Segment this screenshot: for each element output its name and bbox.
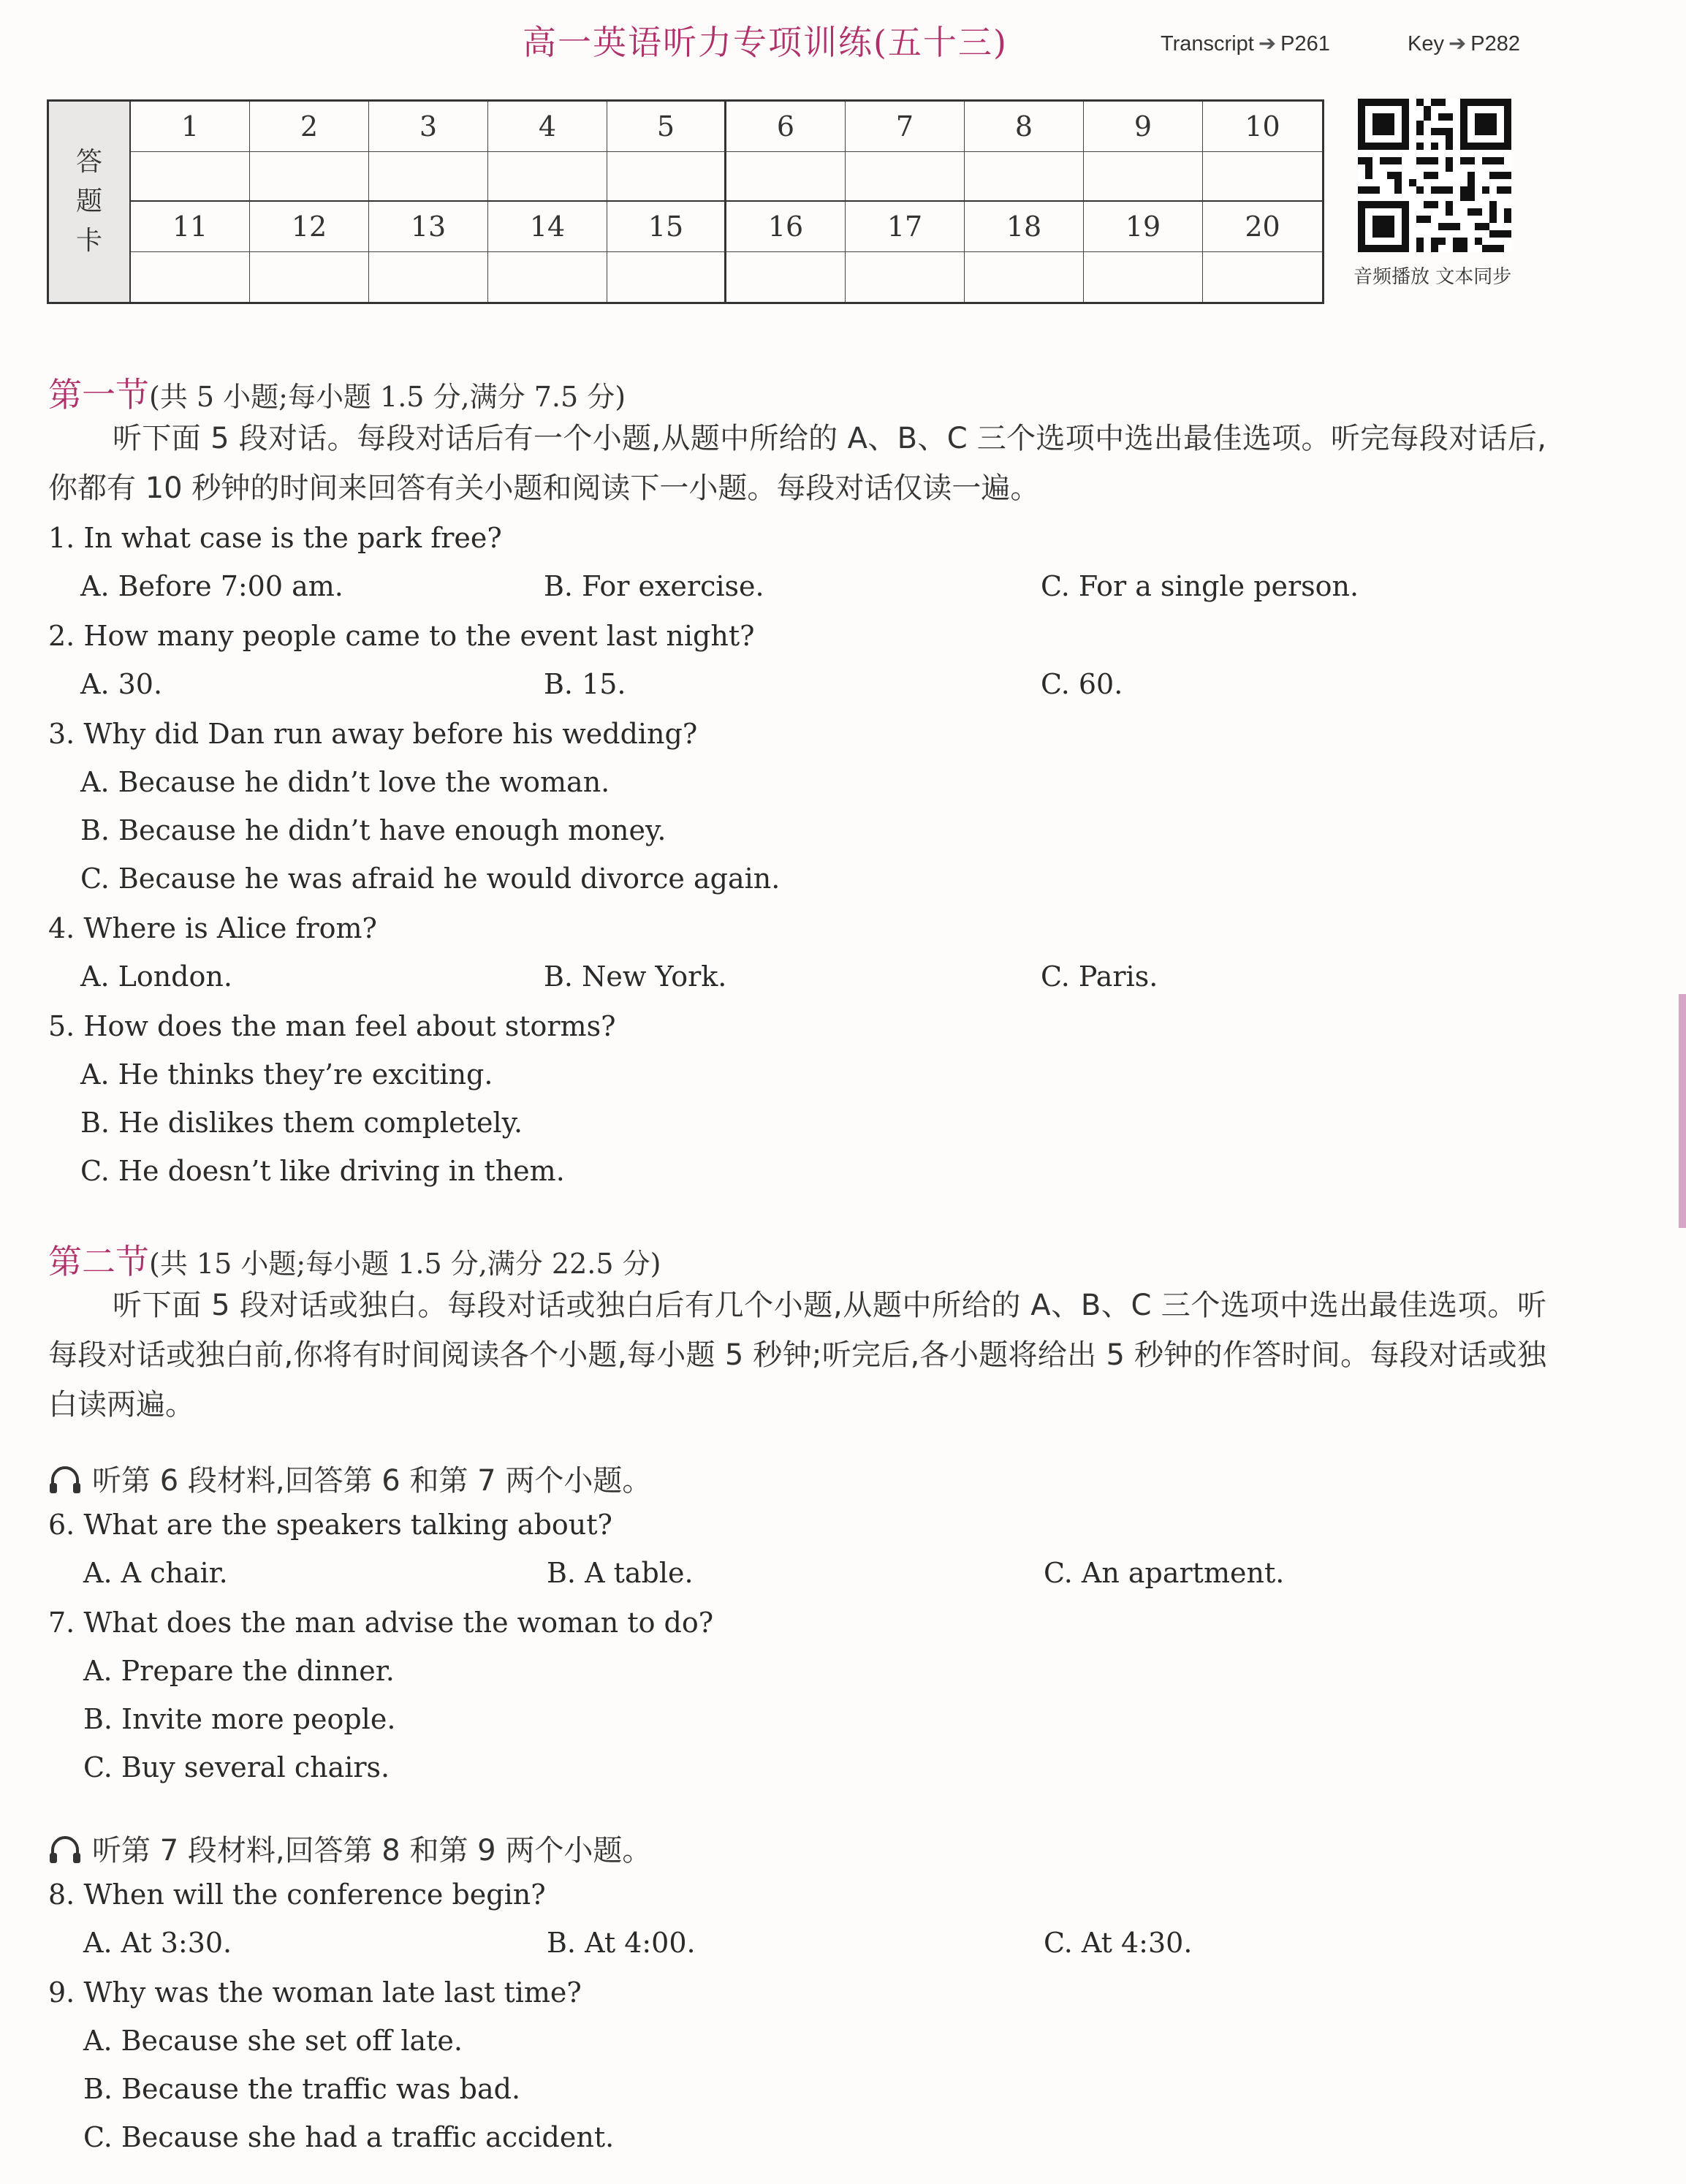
option-8a[interactable]: A. At 3:30.: [83, 1927, 232, 1959]
question-number: 9: [1084, 102, 1203, 152]
option-7a[interactable]: A. Prepare the dinner.: [83, 1655, 395, 1687]
page-title: 高一英语听力专项训练(五十三): [523, 23, 1008, 62]
question-number: 4: [488, 102, 607, 152]
headphones-icon: [48, 1466, 82, 1495]
option-4c[interactable]: C. Paris.: [1041, 960, 1158, 993]
question-8: 8. When will the conference begin?: [48, 1878, 546, 1911]
question-number: 20: [1203, 202, 1322, 252]
question-7: 7. What does the man advise the woman to do?: [48, 1607, 714, 1639]
section2-instructions: 听下面 5 段对话或独白。每段对话或独白后有几个小题,从题中所给的 A、B、C 三个选项中选出最佳选项。听每段对话或独白前,你将有时间阅读各个小题,每小题 5 秒钟;听完后,各小题将给出 5 秒钟的作答时间。每段对话或独白读两遍。: [48, 1289, 1546, 1422]
question-number: 8: [965, 102, 1084, 152]
answer-box[interactable]: [965, 152, 1084, 202]
answer-box[interactable]: [488, 252, 607, 303]
question-9: 9. Why was the woman late last time?: [48, 1976, 582, 2009]
answer-box[interactable]: [726, 152, 846, 202]
option-9b[interactable]: B. Because the traffic was bad.: [83, 2073, 521, 2105]
answer-box[interactable]: [1084, 152, 1203, 202]
option-7b[interactable]: B. Invite more people.: [83, 1703, 396, 1735]
answer-box[interactable]: [131, 152, 250, 202]
option-2c[interactable]: C. 60.: [1041, 668, 1123, 700]
option-9c[interactable]: C. Because she had a traffic accident.: [83, 2121, 615, 2153]
question-number: 1: [131, 102, 250, 152]
qr-caption: 音频播放 文本同步: [1353, 266, 1512, 288]
answer-box[interactable]: [846, 252, 965, 303]
question-4: 4. Where is Alice from?: [48, 912, 377, 944]
answer-box[interactable]: [846, 152, 965, 202]
option-8c[interactable]: C. At 4:30.: [1044, 1927, 1193, 1959]
card-label-char: 卡: [75, 226, 102, 256]
section1-instructions: 听下面 5 段对话。每段对话后有一个小题,从题中所给的 A、B、C 三个选项中选出最佳选项。听完每段对话后,你都有 10 秒钟的时间来回答有关小题和阅读下一小题。每段对话仅读一遍。: [48, 422, 1546, 505]
key-label: Key: [1408, 32, 1444, 56]
page-edge-tab: [1679, 994, 1686, 1228]
material-7-instruction: [48, 1827, 651, 1869]
answer-card: [47, 99, 1324, 304]
question-number: 19: [1084, 202, 1203, 252]
answer-box[interactable]: [965, 252, 1084, 303]
arrow-right-icon: ➔: [1448, 32, 1467, 56]
answer-box[interactable]: [369, 152, 488, 202]
section2-heading: [48, 1235, 661, 1284]
answer-box[interactable]: [726, 252, 846, 303]
option-9a[interactable]: A. Because she set off late.: [83, 2025, 463, 2057]
answer-box[interactable]: [250, 252, 369, 303]
answer-box[interactable]: [488, 152, 607, 202]
option-1a[interactable]: A. Before 7:00 am.: [80, 570, 343, 602]
option-4b[interactable]: B. New York.: [544, 960, 727, 993]
question-number: 3: [369, 102, 488, 152]
material-7-text: 听第 7 段材料,回答第 8 和第 9 两个小题。: [92, 1834, 652, 1868]
section1-subtitle: (共 5 小题;每小题 1.5 分,满分 7.5 分): [149, 381, 626, 413]
option-2a[interactable]: A. 30.: [80, 668, 163, 700]
option-7c[interactable]: C. Buy several chairs.: [83, 1751, 390, 1783]
question-number: 7: [846, 102, 965, 152]
answer-box[interactable]: [1203, 252, 1322, 303]
section2-title: 第二节: [48, 1242, 149, 1281]
question-number: 18: [965, 202, 1084, 252]
card-label-char: 答: [75, 147, 102, 177]
key-page: P282: [1470, 32, 1521, 56]
answer-box[interactable]: [607, 252, 726, 303]
option-3a[interactable]: A. Because he didn’t love the woman.: [80, 766, 610, 798]
question-number: 17: [846, 202, 965, 252]
question-number: 6: [726, 102, 846, 152]
option-2b[interactable]: B. 15.: [544, 668, 626, 700]
question-6: 6. What are the speakers talking about?: [48, 1509, 612, 1541]
material-6-text: 听第 6 段材料,回答第 6 和第 7 两个小题。: [92, 1464, 652, 1498]
question-3: 3. Why did Dan run away before his wedding?: [48, 718, 698, 750]
question-number: 14: [488, 202, 607, 252]
answer-box[interactable]: [131, 252, 250, 303]
question-number: 5: [607, 102, 726, 152]
question-number: 15: [607, 202, 726, 252]
option-6b[interactable]: B. A table.: [547, 1557, 694, 1589]
headphones-icon: [48, 1835, 82, 1865]
option-4a[interactable]: A. London.: [80, 960, 232, 993]
question-number: 16: [726, 202, 846, 252]
option-3c[interactable]: C. Because he was afraid he would divorce again.: [80, 862, 781, 895]
material-6-instruction: [48, 1457, 651, 1499]
answer-box[interactable]: [1203, 152, 1322, 202]
question-number: 2: [250, 102, 369, 152]
arrow-right-icon: ➔: [1258, 32, 1277, 56]
transcript-reference: [1161, 31, 1330, 56]
answer-box[interactable]: [369, 252, 488, 303]
option-5b[interactable]: B. He dislikes them completely.: [80, 1107, 523, 1139]
question-1: 1. In what case is the park free?: [48, 522, 502, 554]
question-5: 5. How does the man feel about storms?: [48, 1010, 616, 1042]
section1-heading: [48, 368, 626, 417]
question-number: 10: [1203, 102, 1322, 152]
option-6c[interactable]: C. An apartment.: [1044, 1557, 1285, 1589]
answer-card-label: [49, 102, 131, 302]
section1-title: 第一节: [48, 375, 149, 414]
option-3b[interactable]: B. Because he didn’t have enough money.: [80, 814, 667, 846]
option-1b[interactable]: B. For exercise.: [544, 570, 764, 602]
option-5c[interactable]: C. He doesn’t like driving in them.: [80, 1155, 565, 1187]
question-number: 12: [250, 202, 369, 252]
section2-subtitle: (共 15 小题;每小题 1.5 分,满分 22.5 分): [149, 1248, 661, 1280]
question-2: 2. How many people came to the event last night?: [48, 620, 755, 652]
answer-box[interactable]: [607, 152, 726, 202]
answer-box[interactable]: [1084, 252, 1203, 303]
answer-box[interactable]: [250, 152, 369, 202]
key-reference: [1408, 31, 1520, 56]
question-number: 13: [369, 202, 488, 252]
qr-code-icon[interactable]: [1358, 99, 1511, 252]
option-8b[interactable]: B. At 4:00.: [547, 1927, 696, 1959]
option-6a[interactable]: A. A chair.: [83, 1557, 228, 1589]
answer-grid: [131, 102, 1322, 302]
question-number: 11: [131, 202, 250, 252]
transcript-label: Transcript: [1161, 32, 1254, 56]
option-5a[interactable]: A. He thinks they’re exciting.: [80, 1058, 493, 1091]
option-1c[interactable]: C. For a single person.: [1041, 570, 1359, 602]
transcript-page: P261: [1280, 32, 1330, 56]
card-label-char: 题: [75, 186, 102, 216]
